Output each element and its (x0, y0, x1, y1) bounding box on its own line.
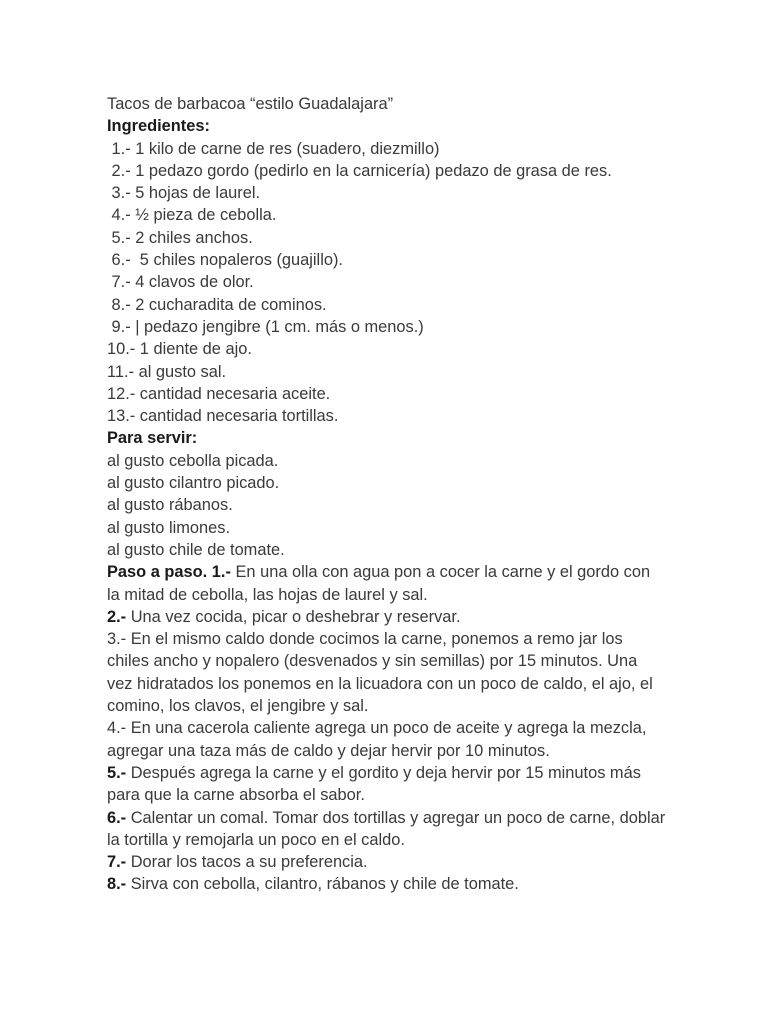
step-number: 3.- (107, 630, 127, 649)
step-text: Calentar un comal. Tomar dos tortillas y agregar un poco de carne, doblar la tortilla y remojarla un poco en el caldo. (107, 808, 666, 849)
step-number: 4.- (107, 719, 127, 738)
step-text: Dorar los tacos a su preferencia. (130, 853, 368, 872)
ingredient-item: 1.- 1 kilo de carne de res (suadero, diezmillo) (107, 139, 440, 158)
serve-item: al gusto chile de tomate. (107, 540, 285, 559)
step-text: En el mismo caldo donde cocimos la carne, ponemos a remo jar los chiles ancho y nopalero (desvenados y sin semillas) por 15 minutos. Una vez hidratados los ponemos en la licuadora con un poco de caldo, el ajo, el comino, los clavos, el jengibre y sal. (107, 630, 653, 716)
step-text: En una cacerola caliente agrega un poco de aceite y agrega la mezcla, agregar una taza más de caldo y dejar hervir por 10 minutos. (107, 719, 647, 760)
step-number: 1.- (211, 563, 231, 582)
step-number: 5.- (107, 763, 127, 782)
step-text: Después agrega la carne y el gordito y deja hervir por 15 minutos más para que la carne absorba el sabor. (107, 763, 641, 805)
step-text: Una vez cocida, picar o deshebrar y reservar. (130, 607, 461, 626)
step-2 (107, 606, 667, 628)
step-5 (107, 762, 667, 807)
ingredient-item: 8.- 2 cucharadita de cominos. (107, 295, 327, 314)
ingredient-item: 3.- 5 hojas de laurel. (107, 184, 261, 203)
step-4 (107, 717, 667, 762)
step-1 (107, 561, 667, 606)
serve-item: al gusto rábanos. (107, 496, 233, 515)
steps-heading: Paso a paso. (107, 563, 208, 582)
ingredient-item: 10.- 1 diente de ajo. (107, 340, 252, 359)
ingredient-item: 7.- 4 clavos de olor. (107, 273, 254, 292)
ingredient-item: 13.- cantidad necesaria tortillas. (107, 407, 339, 426)
step-number: 7.- (107, 853, 127, 872)
serve-item: al gusto cilantro picado. (107, 474, 280, 493)
recipe-title: Tacos de barbacoa “estilo Guadalajara” (107, 95, 394, 113)
step-7 (107, 851, 667, 873)
step-6 (107, 807, 667, 852)
ingredient-item: 6.- 5 chiles nopaleros (guajillo). (107, 251, 343, 270)
step-3 (107, 628, 667, 717)
ingredient-item: 2.- 1 pedazo gordo (pedirlo en la carnicería) pedazo de grasa de res. (107, 161, 612, 180)
serve-heading: Para servir: (107, 429, 198, 448)
serve-item: al gusto limones. (107, 518, 230, 537)
step-8 (107, 873, 667, 895)
ingredient-item: 12.- cantidad necesaria aceite. (107, 384, 331, 403)
ingredient-item: 4.- ½ pieza de cebolla. (107, 206, 277, 225)
serve-item: al gusto cebolla picada. (107, 451, 279, 470)
ingredients-heading: Ingredientes: (107, 117, 210, 136)
step-number: 2.- (107, 607, 127, 626)
ingredient-item: 11.- al gusto sal. (107, 362, 227, 381)
ingredient-item: 5.- 2 chiles anchos. (107, 228, 253, 247)
step-number: 6.- (107, 808, 127, 827)
step-text: Sirva con cebolla, cilantro, rábanos y chile de tomate. (130, 875, 519, 894)
step-number: 8.- (107, 875, 127, 894)
step-text: En una olla con agua pon a cocer la carne y el gordo con la mitad de cebolla, las hojas de laurel y sal. (107, 563, 651, 604)
recipe-document (107, 93, 707, 896)
ingredient-item: 9.- | pedazo jengibre (1 cm. más o menos.) (107, 317, 424, 336)
